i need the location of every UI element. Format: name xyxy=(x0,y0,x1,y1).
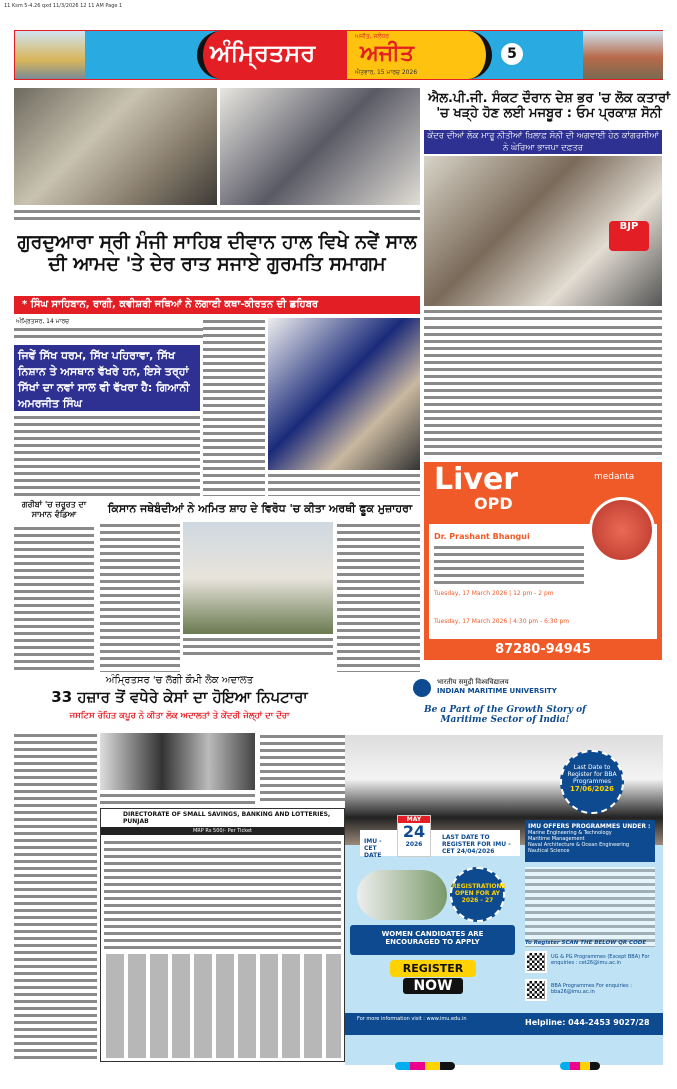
last-date: 17/06/2026 xyxy=(569,785,615,793)
print-slug: 11 Ksm 5-4.26 qxd 11/3/2026 12 11 AM Page 1 xyxy=(4,3,123,9)
slot-1: Tuesday, 17 March 2026 | 12 pm - 2 pm xyxy=(434,590,554,597)
lottery-prizes xyxy=(104,839,341,949)
kisan-body xyxy=(100,522,180,672)
lead-photo-caption xyxy=(14,208,420,224)
doctor-name: Dr. Prashant Bhangui xyxy=(434,532,530,541)
register-label: REGISTER xyxy=(390,960,476,977)
helpline: Helpline: 044-2453 9027/28 xyxy=(525,1018,650,1027)
masthead-title-left: ਅੰਮ੍ਰਿਤਸਰ xyxy=(210,39,316,67)
qr2-text: BBA Programmes For enquiries : bba26@imu.ac.in xyxy=(551,983,632,995)
imu-name-hindi: भारतीय समुद्री विश्वविद्यालय xyxy=(437,678,509,686)
lok-adalat-headline: 33 ਹਜ਼ਾਰ ਤੋਂ ਵਧੇਰੇ ਕੇਸਾਂ ਦਾ ਹੋਇਆ ਨਿਪਟਾਰਾ xyxy=(51,688,308,706)
cet-day: 24 xyxy=(402,822,426,841)
lead-dateline: ਅੰਮ੍ਰਿਤਸਰ, 14 ਮਾਰਚ xyxy=(16,318,70,325)
offer-item: Maritime Management xyxy=(528,836,585,842)
now-label: NOW xyxy=(403,978,463,994)
lead-photo-left xyxy=(14,88,217,205)
lottery-number-grid xyxy=(104,954,341,1058)
liver-phone: 87280-94945 xyxy=(495,642,591,657)
protest-caption xyxy=(424,308,662,320)
lead-body xyxy=(14,414,200,496)
kisan-photo xyxy=(183,522,333,634)
right-story-body xyxy=(424,324,662,458)
lok-adalat-body xyxy=(14,732,97,1062)
lok-adalat-body xyxy=(260,733,345,805)
last-date-label: Last Date to Register for BBA Programmes xyxy=(567,764,617,785)
right-story-subhead: ਕੇਂਦਰ ਦੀਆਂ ਲੋਕ ਮਾਰੂ ਨੀਤੀਆਂ ਖ਼ਿਲਾਫ਼ ਸੋਨੀ ਦੀ ਅਗਵਾਈ ਹੇਠ ਕਾਂਗਰਸੀਆਂ ਨੇ ਘੇਰਿਆ ਭਾਜਪਾ ਦਫ਼ਤਰ xyxy=(424,130,662,154)
masthead-title-right: ਅਜੀਤ xyxy=(360,41,414,66)
lok-adalat-kicker: ਅੰਮ੍ਰਿਤਸਰ 'ਚ ਲੱਗੀ ਕੌਮੀ ਲੋਕ ਅਦਾਲਤ xyxy=(105,675,254,686)
cet-label: IMU - CET DATE xyxy=(364,838,382,859)
qr-code-icon[interactable] xyxy=(525,951,547,973)
students-photo xyxy=(357,870,447,920)
women-banner: WOMEN CANDIDATES ARE ENCOURAGED TO APPLY xyxy=(350,925,515,955)
cet-calendar xyxy=(397,815,431,857)
imu-eligibility-text xyxy=(525,867,655,947)
kisan-headline: ਕਿਸਾਨ ਜਥੇਬੰਦੀਆਂ ਨੇ ਅਮਿਤ ਸ਼ਾਹ ਦੇ ਵਿਰੋਧ 'ਚ ਕੀਤਾ ਅਰਥੀ ਫੂਕ ਮੁਜ਼ਾਹਰਾ xyxy=(107,502,413,515)
offers-title: IMU OFFERS PROGRAMMES UNDER : xyxy=(528,823,651,830)
lead-photo-right xyxy=(220,88,420,205)
scan-label: To Register SCAN THE BELOW QR CODE xyxy=(525,940,647,946)
side-brief-body xyxy=(14,525,94,670)
liver-details xyxy=(434,544,584,584)
masthead-date: ਐਤਵਾਰ, 15 ਮਾਰਚ 2026 xyxy=(355,69,418,76)
lead-quote-box: ਜਿਵੇਂ ਸਿੱਖ ਧਰਮ, ਸਿੱਖ ਪਹਿਰਾਵਾ, ਸਿੱਖ ਨਿਸ਼ਾਨ ਤੇ ਅਸਥਾਨ ਵੱਖਰੇ ਹਨ, ਇਸੇ ਤਰ੍ਹਾਂ ਸਿੱਖਾਂ ਦਾ ਨਵਾਂ ਸਾਲ ਵੀ ਵੱਖਰਾ ਹੈ: ਗਿਆਨੀ ਅਮਰਜੀਤ ਸਿੰਘ xyxy=(14,345,200,411)
lead-subhead: * ਸਿੰਘ ਸਾਹਿਬਾਨ, ਰਾਗੀ, ਕਵੀਸ਼ਰੀ ਜਥਿਆਂ ਨੇ ਲਗਾਈ ਕਥਾ-ਕੀਰਤਨ ਦੀ ਛਹਿਬਰ xyxy=(14,296,420,314)
masthead xyxy=(14,30,663,80)
monument-image xyxy=(583,31,663,79)
qr-code-icon[interactable] xyxy=(525,979,547,1001)
qr1-text: UG & PG Programmes (Except BBA) For enquiries : cet26@imu.ac.in xyxy=(551,954,650,966)
lottery-price-bar: MRP Rs 500/- Per Ticket xyxy=(101,827,344,835)
lead-body xyxy=(203,318,265,496)
side-brief-headline: ਗਰੀਬਾਂ 'ਚ ਜ਼ਰੂਰਤ ਦਾ ਸਾਮਾਨ ਵੰਡਿਆ xyxy=(21,500,87,519)
imu-name: INDIAN MARITIME UNIVERSITY xyxy=(437,687,557,695)
lottery-title: DIRECTORATE OF SMALL SAVINGS, BANKING AND LOTTERIES, PUNJAB xyxy=(123,811,331,825)
cet-year: 2026 xyxy=(405,841,423,848)
offer-item: Marine Engineering & Technology xyxy=(528,830,612,836)
more-info: For more information visit : www.imu.edu.in xyxy=(357,1016,467,1022)
offers-box xyxy=(525,820,655,862)
color-registration-marks xyxy=(395,1062,455,1070)
register-now-button[interactable] xyxy=(390,960,476,1010)
imu-tagline: Be a Part of the Growth Story of Maritime Sector of India! xyxy=(423,705,587,725)
kisan-body xyxy=(337,522,420,672)
protest-photo xyxy=(424,156,662,306)
cet-register-by: LAST DATE TO REGISTER FOR IMU - CET 24/04/2026 xyxy=(442,834,511,855)
offer-item: Nautical Science xyxy=(528,848,570,854)
lottery-result-table xyxy=(100,808,345,1062)
lok-adalat-caption xyxy=(100,792,255,804)
last-date-badge xyxy=(560,750,624,814)
cet-box xyxy=(360,830,520,859)
kisan-caption xyxy=(183,636,333,658)
lead-speaker-caption xyxy=(268,472,420,496)
imu-logo xyxy=(413,679,431,697)
lead-speaker-photo xyxy=(268,318,420,470)
liver-opd-ad xyxy=(424,462,662,660)
cet-month: MAY xyxy=(398,816,430,823)
bjp-sign: BJP xyxy=(609,221,649,251)
slot-2: Tuesday, 17 March 2026 | 4:30 pm - 6:30 pm xyxy=(434,618,570,625)
color-registration-marks xyxy=(560,1062,600,1070)
liver-title: Liver xyxy=(434,462,519,497)
right-story-headline: ਐਲ.ਪੀ.ਜੀ. ਸੰਕਟ ਦੌਰਾਨ ਦੇਸ਼ ਭਰ 'ਚ ਲੋਕ ਕਤਾਰਾਂ 'ਚ ਖੜ੍ਹੇ ਹੋਣ ਲਈ ਮਜਬੂਰ : ਓਮ ਪ੍ਰਕਾਸ਼ ਸੋਨੀ xyxy=(428,91,670,121)
lok-adalat-photo xyxy=(100,733,255,790)
golden-temple-image xyxy=(15,31,85,79)
lok-adalat-subhead: ਜਸਟਿਸ ਰੋਹਿਤ ਕਪੂਰ ਨੇ ਕੀਤਾ ਲੋਕ ਅਦਾਲਤਾਂ ਤੇ ਕੇਂਦਰੀ ਜੇਲ੍ਹਾਂ ਦਾ ਦੌਰਾ xyxy=(69,711,290,721)
lead-headline: ਗੁਰਦੁਆਰਾ ਸ੍ਰੀ ਮੰਜੀ ਸਾਹਿਬ ਦੀਵਾਨ ਹਾਲ ਵਿਖੇ ਨਵੇਂ ਸਾਲ ਦੀ ਆਮਦ 'ਤੇ ਦੇਰ ਰਾਤ ਸਜਾਏ ਗੁਰਮਤਿ ਸਮਾਗਮ xyxy=(17,231,417,275)
imu-footer xyxy=(345,1013,663,1035)
offer-item: Naval Architecture & Ocean Engineering xyxy=(528,842,630,848)
page-number: 5 xyxy=(501,43,523,65)
masthead-edition: ਅਜੀਤ, ਜਲੰਧਰ xyxy=(355,33,390,40)
liver-image xyxy=(589,497,655,563)
liver-subtitle: OPD xyxy=(474,494,513,513)
registrations-badge: REGISTRATIONS OPEN FOR AY 2026 - 27 xyxy=(450,867,505,922)
medanta-logo: medanta xyxy=(594,472,635,482)
imu-ad xyxy=(345,675,663,1065)
